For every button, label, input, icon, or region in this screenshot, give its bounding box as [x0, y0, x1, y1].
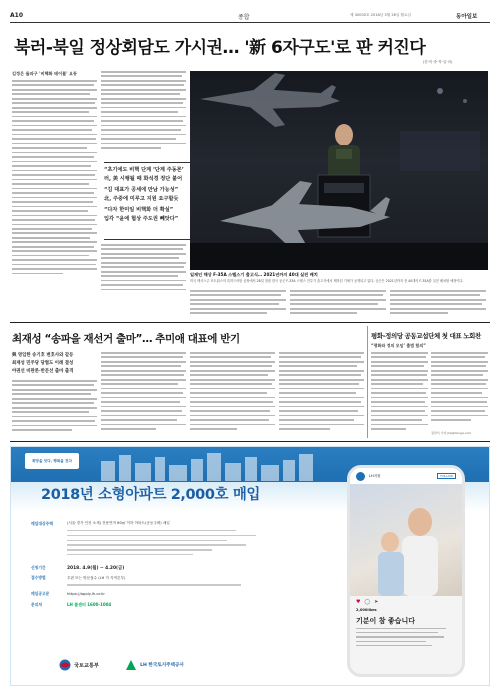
pull-quote-2: 러, 美 시행될 때 화석경 정단 붙어 — [104, 175, 183, 182]
share-icon[interactable]: ➤ — [374, 599, 379, 605]
ad-title: 2018년 소형아파트 2,000호 매입 — [41, 487, 261, 503]
top-headline: 북러-북일 정상회담도 가시권… '新 6자구도'로 판 커진다 — [14, 38, 426, 58]
ad-row-contact — [31, 602, 309, 608]
right-story-body-2 — [431, 352, 488, 430]
ad-label-homepage: 매입공고문 — [31, 590, 50, 596]
pull-quote-6: 입각 “윤에 협상 주도권 빼앗다” — [104, 215, 179, 222]
page-header — [10, 12, 490, 22]
phone-mockup — [347, 465, 465, 677]
ministry-emblem-icon — [59, 659, 71, 671]
right-headline: 평화-정의당 공동교섭단체 첫 대표 노회찬 — [371, 332, 481, 340]
photo-caption-title: 일제인 해상 F-35A 스텔스기 출고식… 2021년까지 40대 실전 배치 — [190, 272, 318, 277]
ad-homepage-link[interactable]: https://apply.lh.or.kr — [67, 591, 105, 597]
follow-button[interactable]: FOLLOW — [437, 473, 456, 479]
ad-label-period: 신청기간 — [31, 565, 46, 571]
section-rule-2 — [10, 441, 490, 442]
right-subhead: “평화와 정의 모임’ 출범 합의” — [371, 343, 426, 348]
left-story-body-4 — [279, 352, 364, 436]
lh-name: LH 한국토지주택공사 — [140, 663, 184, 668]
left-story-body-1 — [12, 380, 97, 436]
lh-advertisement — [10, 446, 490, 686]
buildings-illustration — [91, 451, 341, 481]
newspaper-name: 동아일보 — [456, 14, 478, 20]
left-sub-2: 최재성 민주당 당협도 이례 결성 — [12, 361, 74, 366]
top-story-body-col4 — [190, 290, 286, 318]
ad-label-contact: 문의처 — [31, 601, 43, 607]
left-subheads — [12, 352, 97, 376]
ad-target-detail — [67, 530, 309, 555]
header-rule — [10, 22, 490, 23]
left-sub-3: 야권선 비판론·반문선 출마 출격 — [12, 369, 74, 374]
comment-icon[interactable]: ◯ — [364, 599, 371, 605]
left-headline: 최재성 “송파을 재선거 출마”… 추미애 대표에 반기 — [12, 333, 240, 345]
pull-quote-4: 北, 주중에 미루고 지원 요구할듯 — [104, 195, 179, 202]
pull-quote-5: “다자 한미일 비핵화 더 확실” — [104, 207, 174, 213]
ad-banner-chip — [25, 453, 79, 469]
ad-value-contact: LH 콜센터 1600-1004 — [67, 601, 112, 607]
heart-icon[interactable]: ♥ — [356, 599, 361, 605]
section-rule-1 — [10, 322, 490, 323]
top-byline: (한·미·중·북·일·러) — [423, 60, 453, 64]
phone-like-row — [350, 596, 462, 608]
family-photo-illustration — [350, 484, 462, 596]
top-story-body-col1 — [12, 80, 97, 295]
top-lead: 김정은 돌파구 '비핵화 테이블' 요동 — [12, 71, 78, 76]
pull-quote-1: “초기에도 비핵 단계 ‘단계 주동론’ — [104, 167, 184, 173]
photo-caption — [190, 272, 488, 284]
ad-label-method: 접수방법 — [31, 575, 46, 581]
left-sub-1: 與 영입한 송기호 변호사와 갈등 — [12, 353, 74, 358]
ad-info-table — [31, 521, 309, 608]
ministry-logo — [59, 659, 99, 671]
avatar — [356, 472, 365, 481]
ad-value-target: (서울·경기·인천 소재) 전용면적 60㎡ 이하 아파트(공동주택) 매입 — [67, 521, 170, 525]
ad-value-method: 우편 또는 방문접수 (LH 각 지역본부) — [67, 575, 126, 580]
ad-row-method — [31, 575, 309, 581]
left-story-body-3 — [190, 352, 275, 436]
top-story-body-col6 — [390, 290, 486, 318]
phone-profile-bar — [350, 468, 462, 484]
date-line: 제 30000호 2018년 3월 26일 월요일 — [350, 13, 411, 17]
left-story-body-2 — [101, 352, 186, 436]
top-story-body-col3 — [101, 244, 186, 296]
ad-value-period: 2018. 4.9(월) ~ 4.20(금) — [67, 566, 125, 572]
ad-method-detail — [67, 584, 309, 585]
top-story-body-col2 — [101, 71, 186, 159]
pull-quote-3: “김 대표가 공세에 만남 가능성” — [104, 187, 179, 193]
right-story-body-1 — [371, 352, 428, 436]
jet-photo-illustration — [190, 71, 488, 270]
page-number: A10 — [10, 12, 23, 19]
phone-photo — [350, 484, 462, 596]
photo-caption-body: 미국 텍사스주 포트워스의 록히드마틴 공장에서 28일 열린 한국 공군 F-35A 스텔스 전투기 출고식에서 제작된 기체가 공개되고 있다. 공군은 2021년까지 총 40대의 F-35A를 실전 배치할 예정이다. — [190, 279, 464, 283]
phone-caption: 기분이 참 좋습니다 — [356, 617, 415, 625]
ad-label-target: 매입대상주택 — [31, 521, 54, 526]
ad-banner-text: 희망을 잇다, 행복을 짓다 — [32, 458, 72, 463]
lh-logo — [125, 659, 184, 671]
column-divider — [367, 326, 368, 438]
phone-caption-lines — [350, 628, 462, 646]
like-count: 2,000likes — [356, 608, 377, 612]
top-story-body-col5 — [290, 290, 386, 318]
phone-user: LH지원 — [369, 473, 381, 478]
ministry-name: 국토교통부 — [74, 662, 100, 669]
ad-logos — [59, 659, 184, 671]
main-photo — [190, 71, 488, 270]
section-label: 종합 — [238, 14, 250, 21]
ad-row-homepage — [31, 591, 309, 597]
lh-emblem-icon — [125, 659, 137, 671]
ad-row-period — [31, 565, 309, 571]
right-byline: 장관석 기자 jks@donga.com — [431, 431, 472, 435]
ad-row-target — [31, 521, 309, 527]
